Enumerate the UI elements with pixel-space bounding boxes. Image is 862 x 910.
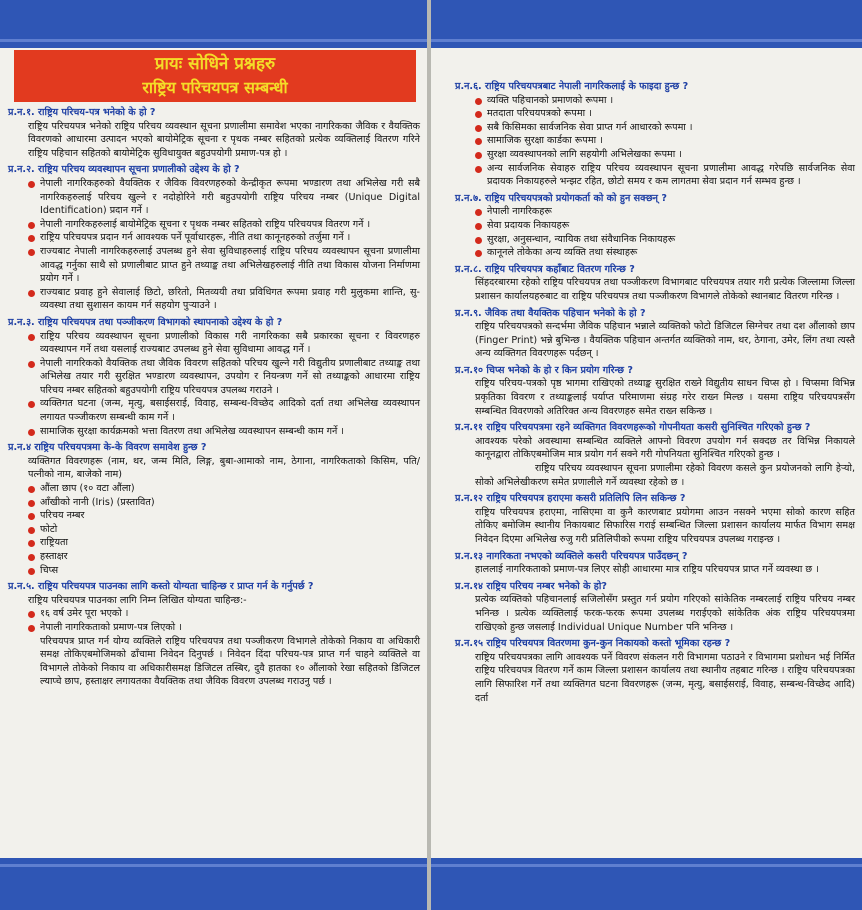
- answer-11-extra: राष्ट्रिय परिचय व्यवस्थापन सूचना प्रणालीमा रहेको विवरण कसले कुन प्रयोजनको लागि हेऱ्यो, सोको अभिलेखीकरण समेत प्रणालीले गर्ने व्यवस्था रहेको छ ।: [475, 463, 855, 488]
- list-item: राष्ट्रियता: [28, 536, 420, 550]
- question-3: प्र.न.३. राष्ट्रिय परिचयपत्र तथा पञ्जीकरण विभागको स्थापनाको उद्देश्य के हो ?: [8, 316, 283, 328]
- list-item: नेपाली नागरिकहरू: [475, 205, 855, 219]
- answer-13: हाललाई नागरिकताको प्रमाण-पत्र लिएर सोही आधारमा मात्र राष्ट्रिय परिचयपत्र प्राप्त गर्ने व्यवस्था छ ।: [475, 564, 819, 576]
- list-item: राज्यबाट नेपाली नागरिकहरुलाई उपलब्ध हुने सेवा सुविधाहरुलाई राष्ट्रिय परिचय व्यवस्थापन सूचना प्रणालीमा आवद्ध गर्नुका साथै सो प्रणालीबाट प्राप्त हुने तथ्याङ्क तथा अभिलेखहरुलाई नीति तथा विकास योजना निर्माणमा प्रयोग गर्ने ।: [28, 245, 420, 286]
- answer-15: राष्ट्रिय परिचयपत्रका लागि आवश्यक पर्ने विवरण संकलन गरी विभागमा पठाउने र विभागमा प्रशोधन भई निर्मित राष्ट्रिय परिचयपत्र वितरण गर्ने काम जिल्ला प्रशासन कार्यालय तथा स्थानीय तहबाट गरिन्छ । राष्ट्रिय परिचयपत्रका लागि सिफारिश गर्ने तथा व्यक्तिगत घटना विवरणहरू (जन्म, मृत्यु, बसाईसराई, विवाह, सम्बन्ध-विच्छेद आदि) दर्ता: [475, 651, 855, 704]
- question-11: प्र.न.११ राष्ट्रिय परिचयपत्रमा रहने व्यक्तिगत विवरणहरूको गोपनीयता कसरी सुनिश्चित गरिएको हुन्छ ?: [455, 422, 811, 434]
- answer-8: सिंहदरबारमा रहेको राष्ट्रिय परिचयपत्र तथा पञ्जीकरण विभागबाट परिचयपत्र तयार गरी प्रत्येक जिल्लामा जिल्ला प्रशासन कार्यालयहरुबाट वा राष्ट्रिय परिचयपत्र तथा पञ्जीकरण विभागले तोकेको स्थानबाट वितरण गरिन्छ ।: [475, 277, 855, 302]
- answer-4: व्यक्तिगत विवरणहरू (नाम, थर, जन्म मिति, लिङ्ग, बुबा-आमाको नाम, ठेगाना, नागरिकताको किसिम, पति/पत्नीको नाम, बाजेको नाम): [28, 455, 420, 481]
- list-item: सामाजिक सुरक्षा कार्डका रूपमा ।: [475, 134, 855, 148]
- answer-6-list: [455, 94, 855, 189]
- title-line-2: राष्ट्रिय परिचयपत्र सम्बन्धी: [142, 78, 288, 97]
- list-item: कानूनले तोकेका अन्य व्यक्ति तथा संस्थाहरू: [475, 246, 855, 260]
- list-item: १६ वर्ष उमेर पूरा भएको ।: [28, 607, 420, 621]
- bottom-blue-band: [0, 858, 427, 910]
- answer-5-extra: परिचयपत्र प्राप्त गर्न योग्य व्यक्तिले राष्ट्रिय परिचयपत्र तथा पञ्जीकरण विभागले तोकेको निकाय वा अधिकारी समक्ष तोकिएबमोजिमको ढाँचामा निवेदन दिनुपर्छ । निवेदन दिंदा परिचय-पत्र प्राप्त गर्न चाहने व्यक्तिले वा विभागले तोकेको निकाय वा अधिकारीसमक्ष डिजिटल तस्बिर, दुवै हातका १० औंलाको रेखा सहितको डिजिटल ल्याप्चे छाप, हस्ताक्षर लगायतका वैयक्तिक तथा जैविक विवरण उपलब्ध गराउनु पर्छ ।: [40, 635, 420, 688]
- question-4: प्र.न.४ राष्ट्रिय परिचयपत्रमा के-के विवरण समावेश हुन्छ ?: [8, 442, 207, 454]
- question-15: प्र.न.१५ राष्ट्रिय परिचयपत्र वितरणमा कुन-कुन निकायको कस्तो भूमिका रहन्छ ?: [455, 638, 731, 650]
- list-item: सुरक्षा व्यवस्थापनको लागि सहयोगी अभिलेखका रूपमा ।: [475, 148, 855, 162]
- answer-12: राष्ट्रिय परिचयपत्र हराएमा, नासिएमा वा कुनै कारणबाट प्रयोगमा आउन नसक्ने भएमा सोको कारण सहित तोकिए बमोजिम स्थानीय निकायबाट सिफारिस गराई सम्बन्धित जिल्ला प्रशासन कार्यालय मार्फत विभाग समक्ष निवेदन दिएमा अभिलेख रुजु गरी प्रतिलिपीको रूपमा राष्ट्रिय परिचयपत्र उपलब्ध गराइन्छ ।: [475, 506, 855, 545]
- answer-7-list: [455, 205, 855, 259]
- left-page: [0, 0, 427, 910]
- list-item: हस्ताक्षर: [28, 550, 420, 564]
- list-item: व्यक्ति पहिचानको प्रमाणको रूपमा ।: [475, 94, 855, 108]
- list-item: नेपाली नागरिकहरुलाई बायोमेट्रिक सूचना र पृथक नम्बर सहितको राष्ट्रिय परिचयपत्र वितरण गर्ने ।: [28, 218, 420, 232]
- list-item: नेपाली नागरिकको वैयक्तिक तथा जैविक विवरण सहितको परिचय खुल्ने गरी विद्युतीय प्रणालीबाट तथ्याङ्क तथा अभिलेख तयार गरी सुरक्षित भण्डारण व्यवस्थापन, उपयोग र नियन्त्रण गर्ने सो तथ्याङ्कको आधारमा राष्ट्रिय परिचय नम्बर सहितको बहुउपयोगी राष्ट्रिय परिचयपत्र उपलब्ध गराउने ।: [28, 357, 420, 398]
- answer-9: राष्ट्रिय परिचयपत्रको सन्दर्भमा जैविक पहिचान भन्नाले व्यक्तिको फोटो डिजिटल सिग्नेचर तथा दश औंलाको छाप (Finger Print) भन्ने बुभिन्छ । वैयक्तिक पहिचान अन्तर्गत व्यक्तिको नाम, थर, ठेगाना, उमेर, लिंग तथा त्यस्तै अन्य व्यक्तिगत विवरणहरू पर्दछन् ।: [475, 321, 855, 360]
- answer-1: राष्ट्रिय परिचयपत्र भनेको राष्ट्रिय परिचय व्यवस्थान सूचना प्रणालीमा समावेश भएका नागरिकका जैविक र वैयक्तिक विवरणको आधारमा उत्पादन भएको बायोमेट्रिक सूचना र पृथक नम्बर सहितको प्रत्येक व्यक्तिलाई वितरण गरिने राष्ट्रिय पहिचान सहितको बायोमेट्रिक सुविधायुक्त बहुउपयोगी प्रमाण-पत्र हो ।: [28, 120, 420, 159]
- question-1: प्र.न.१. राष्ट्रिय परिचय-पत्र भनेको के हो ?: [8, 107, 156, 118]
- question-10: प्र.न.१० चिप्स भनेको के हो र किन प्रयोग गरिन्छ ?: [455, 364, 633, 376]
- list-item: सुरक्षा, अनुसन्धान, न्यायिक तथा संवैधानिक निकायहरू: [475, 233, 855, 247]
- top-blue-band: [0, 0, 427, 48]
- question-7: प्र.न.७. राष्ट्रिय परिचयपत्रको प्रयोगकर्ता को को हुन सक्छन् ?: [455, 192, 667, 204]
- list-item: राष्ट्रिय परिचय व्यवस्थापन सूचना प्रणालीको विकास गरी नागरिकका सबै प्रकारका सूचना र विवरणहरु व्यवस्थापन गर्ने तथा यसलाई राज्यबाट उपलब्ध हुने सेवा सुविधामा आवद्ध गर्ने ।: [28, 330, 420, 357]
- left-faq-column: [8, 106, 420, 689]
- question-2: प्र.न.२. राष्ट्रिय परिचय व्यवस्थापन सूचना प्रणालीको उद्देश्य के हो ?: [8, 164, 240, 176]
- list-item: नेपाली नागरिकहरुको वैयक्तिक र जैविक विवरणहरुको केन्द्रीकृत रूपमा भण्डारण तथा अभिलेख गरी सबै नागरिकहरुलाई परिचय खुल्ने र नदोहोरिने गरी बहुउपयोगी राष्ट्रिय परिचय नम्बर (Unique Digital Identification) प्रदान गर्ने ।: [28, 177, 420, 218]
- title-line-1: प्रायः सोधिने प्रश्नहरु: [154, 54, 276, 74]
- question-5: प्र.न.५. राष्ट्रिय परिचयपत्र पाउनका लागि कस्तो योग्यता चाहिन्छ र प्राप्त गर्न के गर्नुपर्छ ?: [8, 581, 314, 593]
- title-banner: [14, 50, 416, 102]
- list-item: राष्ट्रिय परिचयपत्र प्रदान गर्न आवश्यक पर्ने पूर्वाधारहरू, नीति तथा कानूनहरुको तर्जुमा गर्ने ।: [28, 231, 420, 245]
- list-item: अन्य सार्वजनिक सेवाहरु राष्ट्रिय परिचय व्यवस्थापन सूचना प्रणालीमा आवद्ध गरेपछि सार्वजनिक सेवा प्रदायक निकायहरुले भन्झट रहित, छोटो समय र कम लागतमा सेवा प्रदान गर्न सम्भव हुन्छ ।: [475, 162, 855, 189]
- answer-14: प्रत्येक व्यक्तिको पहिचानलाई सजिलोसँग प्रस्तुत गर्न प्रयोग गरिएको सांकेतिक नम्बरलाई राष्ट्रिय परिचय नम्बर भनिन्छ । प्रत्येक व्यक्तिलाई फरक-फरक रूपमा उपलब्ध गराईएको सांकेतिक अंक राष्ट्रिय परिचयपत्रमा राखिएको हुन्छ जसलाई Individual Unique Number पनि भनिन्छ ।: [475, 594, 855, 633]
- question-13: प्र.न.१३ नागरिकता नभएको व्यक्तिले कसरी परिचयपत्र पाउँदछन् ?: [455, 550, 688, 562]
- answer-4-list: [8, 482, 420, 577]
- top-blue-band: [431, 0, 862, 48]
- bottom-blue-band: [431, 858, 862, 910]
- list-item: राज्यबाट प्रवाह हुने सेवालाई छिटो, छरितो, मितव्ययी तथा प्रविधिगत रूपमा प्रवाह गरी मुलुकमा शान्ति, सु-व्यवस्था तथा सुशासन कायम गर्न सहयोग पुऱ्याउने ।: [28, 286, 420, 313]
- question-8: प्र.न.८. राष्ट्रिय परिचयपत्र कहाँबाट वितरण गरिन्छ ?: [455, 263, 635, 275]
- answer-5-list: [8, 607, 420, 634]
- right-faq-column: [455, 80, 855, 705]
- question-14: प्र.न.१४ राष्ट्रिय परिचय नम्बर भनेको के हो?: [455, 580, 607, 592]
- list-item: नेपाली नागरिकताको प्रमाण-पत्र लिएको ।: [28, 621, 420, 635]
- answer-10: राष्ट्रिय परिचय-पत्रको पृष्ठ भागमा राखिएको तथ्याङ्क सुरक्षित राख्ने विद्युतीय साधन चिप्स हो । चिप्समा विभिन्न प्रकृतिका विवरण र तथ्याङ्कलाई पर्याप्त परिमाणमा संग्रह गरेर राख्न मिल्छ । यसमा राष्ट्रिय परिचयपत्रसँग सम्बन्धित विवरणको अतिरिक्त अन्य विवरणहरु समेत राख्न सकिन्छ ।: [475, 378, 855, 417]
- question-12: प्र.न.१२ राष्ट्रिय परिचयपत्र हराएमा कसरी प्रतिलिपि लिन सकिन्छ ?: [455, 493, 686, 505]
- answer-11: आवश्यक परेको अवस्थामा सम्बन्धित व्यक्तिले आफ्नो विवरण उपयोग गर्न सक्दछ तर विभिन्न निकायले कानूनद्वारा तोकिएबमोजिम मात्र प्रयोग गर्न सक्ने गरी गोपनियता सुनिश्चित गरिएको हुन्छ ।: [475, 435, 855, 461]
- list-item: व्यक्तिगत घटना (जन्म, मृत्यु, बसाईसराई, विवाह, सम्बन्ध-विच्छेद आदिको दर्ता तथा अभिलेख व्यवस्थापन लगायत पञ्जीकरण सम्बन्धी काम गर्ने ।: [28, 397, 420, 424]
- list-item: चिप्स: [28, 564, 420, 578]
- list-item: सबै किसिमका सार्वजनिक सेवा प्राप्त गर्न आधारको रूपमा ।: [475, 121, 855, 135]
- list-item: औंला छाप (१० वटा औंला): [28, 482, 420, 496]
- question-6: प्र.न.६. राष्ट्रिय परिचयपत्रबाट नेपाली नागरिकलाई के फाइदा हुन्छ ?: [455, 81, 689, 92]
- list-item: सेवा प्रदायक निकायहरू: [475, 219, 855, 233]
- list-item: आँखीको नानी (Iris) (प्रस्तावित): [28, 496, 420, 510]
- list-item: मतदाता परिचयपत्रको रूपमा ।: [475, 107, 855, 121]
- list-item: फोटो: [28, 523, 420, 537]
- answer-5: राष्ट्रिय परिचयपत्र पाउनका लागि निम्न लिखित योग्यता चाहिन्छ:-: [28, 594, 247, 606]
- list-item: परिचय नम्बर: [28, 509, 420, 523]
- answer-3-list: [8, 330, 420, 439]
- answer-2-list: [8, 177, 420, 313]
- question-9: प्र.न.९. जैविक तथा वैयक्तिक पहिचान भनेको के हो ?: [455, 307, 646, 319]
- right-page: [431, 0, 862, 910]
- list-item: सामाजिक सुरक्षा कार्यक्रमको भत्ता वितरण तथा अभिलेख व्यवस्थापन सम्बन्धी काम गर्ने ।: [28, 425, 420, 439]
